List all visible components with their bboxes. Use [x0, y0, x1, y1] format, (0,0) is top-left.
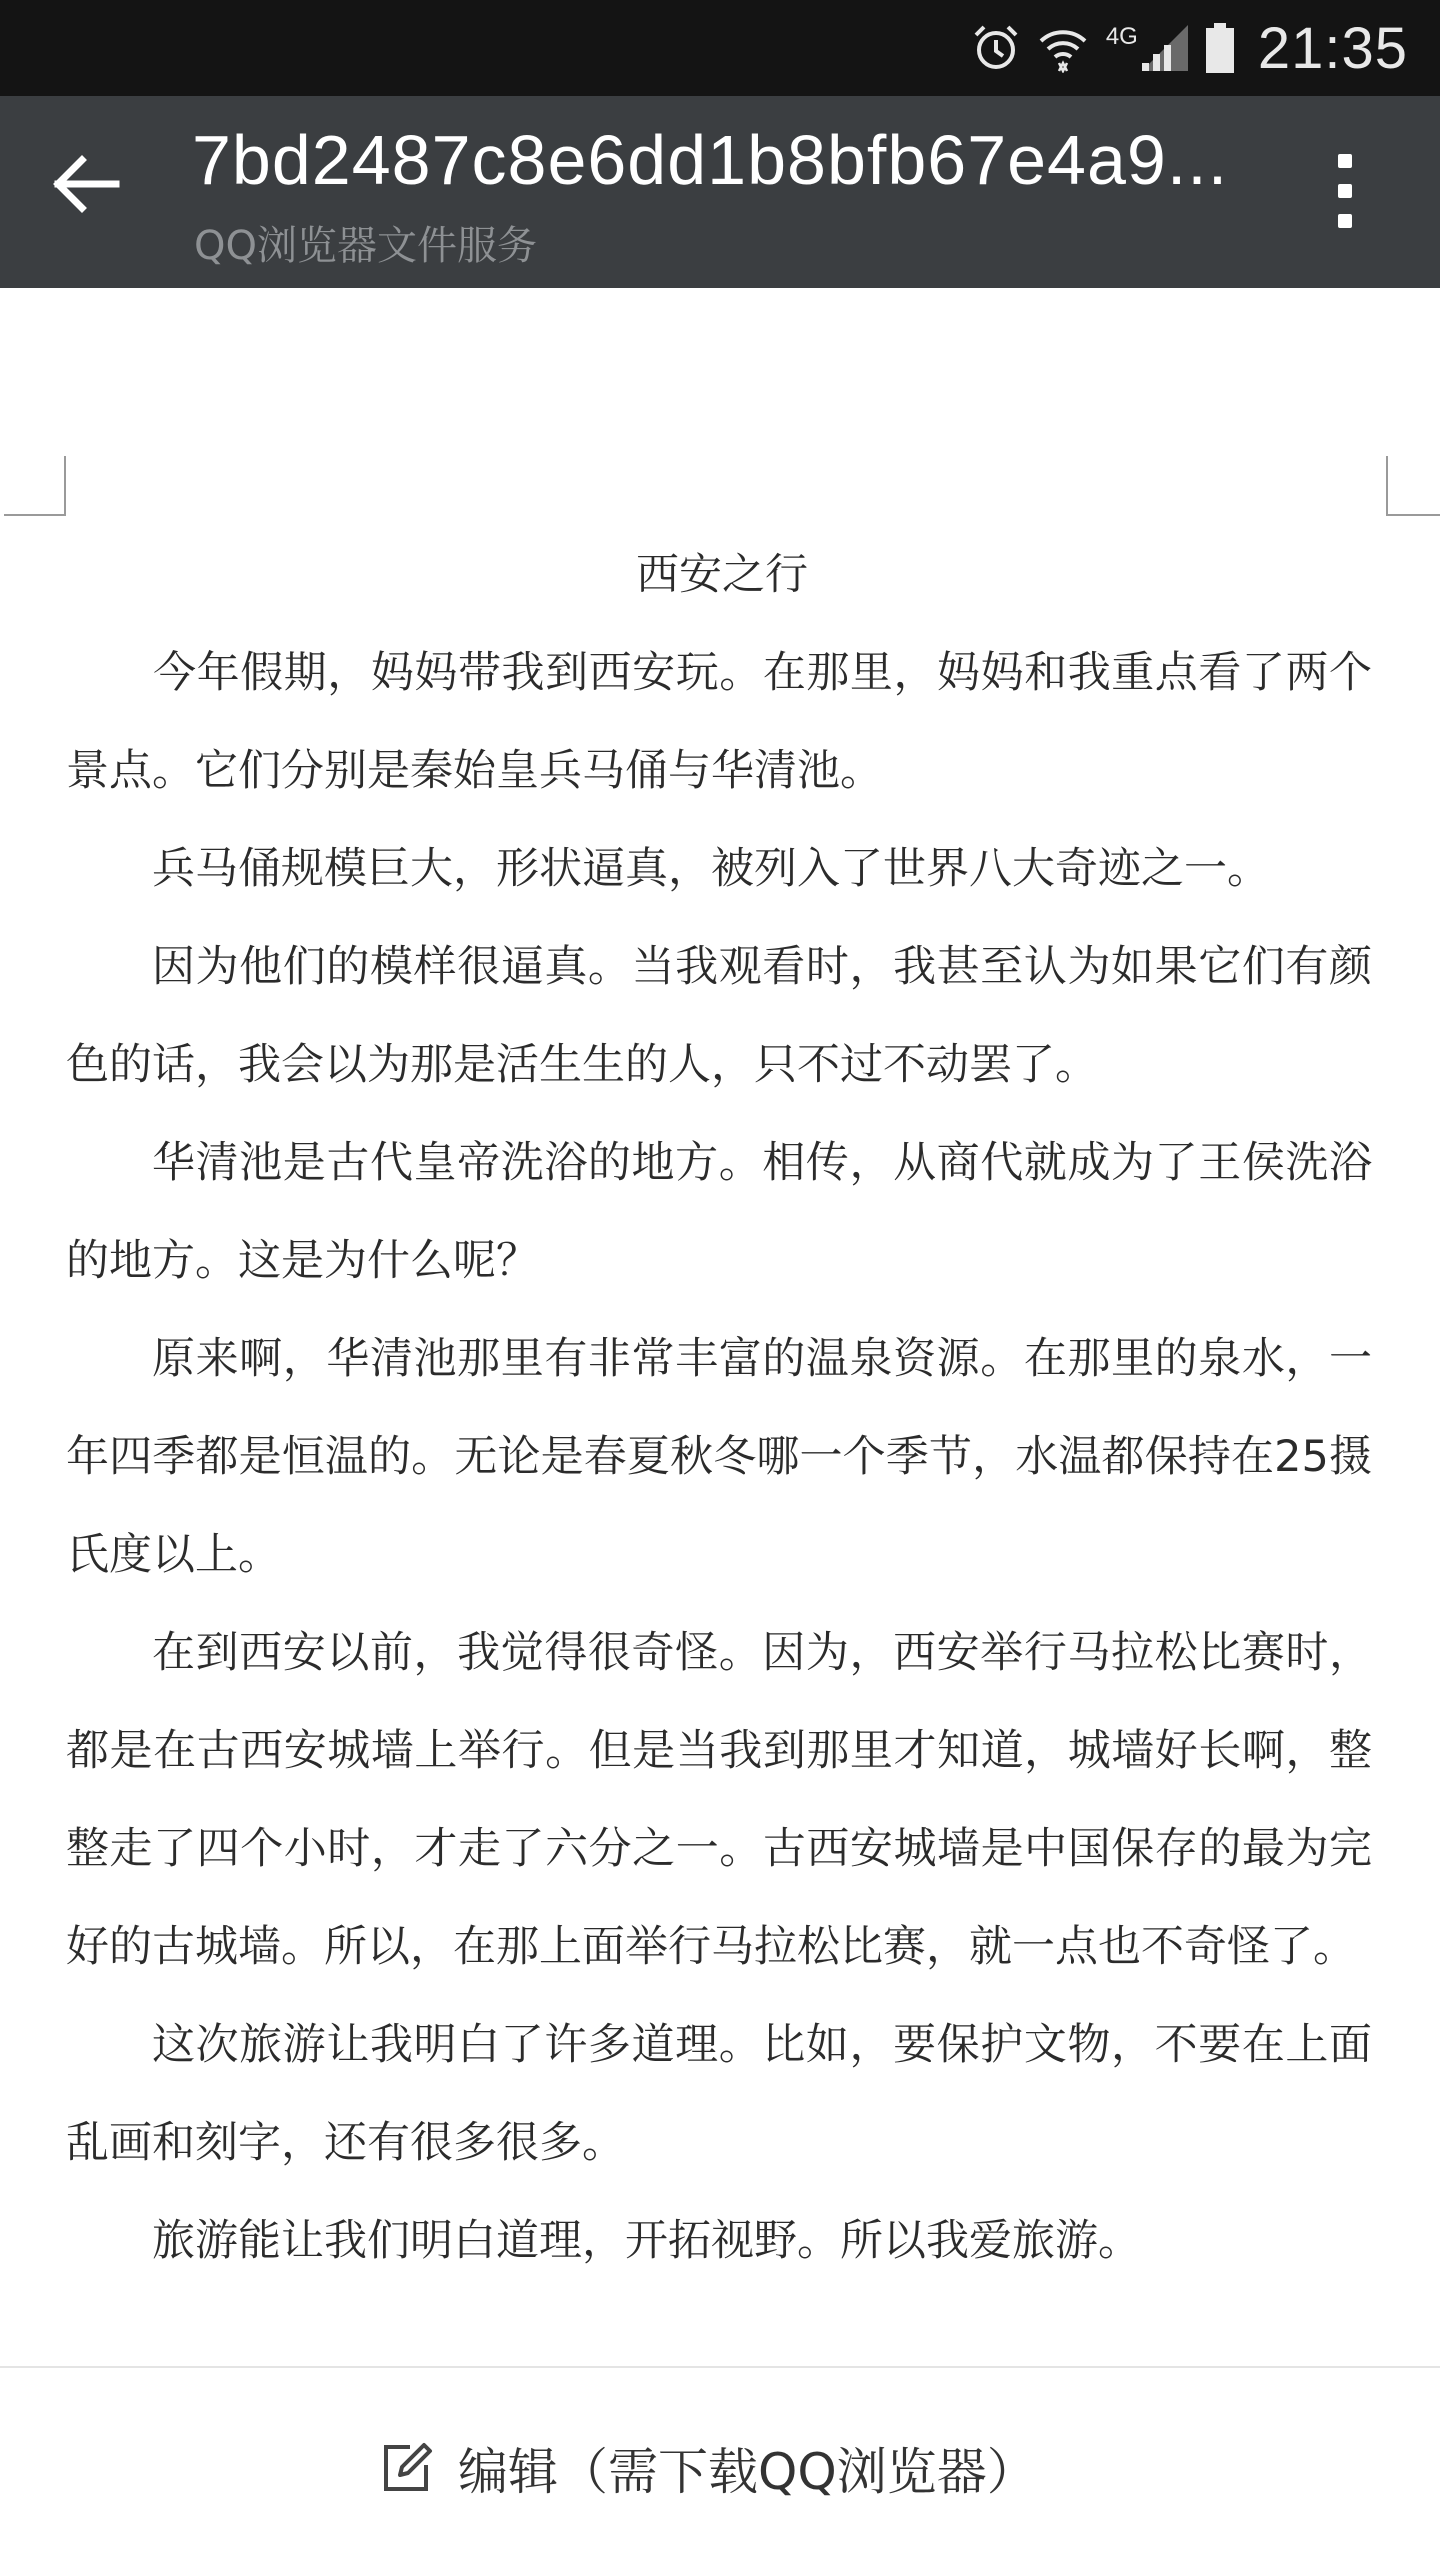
document-paragraph: 这次旅游让我明白了许多道理。比如，要保护文物，不要在上面乱画和刻字，还有很多很多。: [66, 2020, 1372, 2168]
document-paragraph: 因为他们的模样很逼真。当我观看时，我甚至认为如果它们有颜色的话，我会以为那是活生生的人，只不过不动罢了。: [66, 942, 1372, 1090]
more-dot: [1338, 184, 1352, 198]
network-type-label: 4G: [1105, 23, 1138, 50]
status-bar: [0, 0, 1440, 96]
document-paragraph: 旅游能让我们明白道理，开拓视野。所以我爱旅游。: [152, 2216, 1141, 2266]
document-title: 西安之行: [636, 550, 808, 600]
more-menu-button[interactable]: [1316, 154, 1376, 234]
more-vertical-icon: [1338, 154, 1352, 168]
battery-icon: [1206, 23, 1234, 73]
document-paragraph: 在到西安以前，我觉得很奇怪。因为，西安举行马拉松比赛时，都是在古西安城墙上举行。但是当我到那里才知道，城墙好长啊，整整走了四个小时，才走了六分之一。古西安城墙是中国保存的最为完好的古城墙。所以，在那上面举行马拉松比赛，就一点也不奇怪了。: [66, 1628, 1372, 1972]
document-paragraph: 兵马俑规模巨大，形状逼真，被列入了世界八大奇迹之一。: [152, 844, 1270, 894]
document-paragraph: 今年假期，妈妈带我到西安玩。在那里，妈妈和我重点看了两个景点。它们分别是秦始皇兵马俑与华清池。: [66, 648, 1372, 796]
app-bar: [0, 96, 1440, 288]
bottom-bar: [0, 2366, 1440, 2562]
more-dot: [1338, 214, 1352, 228]
back-button[interactable]: [50, 154, 146, 234]
alarm-icon: [972, 23, 1020, 73]
wifi-icon: [1038, 23, 1088, 73]
document-paragraph: 华清池是古代皇帝洗浴的地方。相传，从商代就成为了王侯洗浴的地方。这是为什么呢？: [66, 1138, 1372, 1286]
edit-icon: [380, 2441, 434, 2495]
file-source-subtitle: QQ浏览器文件服务: [194, 223, 537, 269]
document-body: [66, 540, 1372, 2290]
arrow-left-icon: [50, 154, 120, 214]
edit-button-label: 编辑（需下载QQ浏览器）: [458, 2443, 1037, 2501]
edit-button[interactable]: [380, 2438, 1037, 2501]
page-corner-mark-left: [4, 456, 66, 516]
status-icons: [972, 0, 1440, 96]
document-paragraph: 原来啊，华清池那里有非常丰富的温泉资源。在那里的泉水，一年四季都是恒温的。无论是春夏秋冬哪一个季节，水温都保持在25摄氏度以上。: [66, 1334, 1372, 1580]
page-corner-mark-right: [1386, 456, 1440, 516]
clock-time: 21:35: [1257, 15, 1408, 81]
file-title: 7bd2487c8e6dd1b8bfb67e4a9...: [192, 121, 1229, 199]
signal-icon: [1142, 25, 1188, 71]
